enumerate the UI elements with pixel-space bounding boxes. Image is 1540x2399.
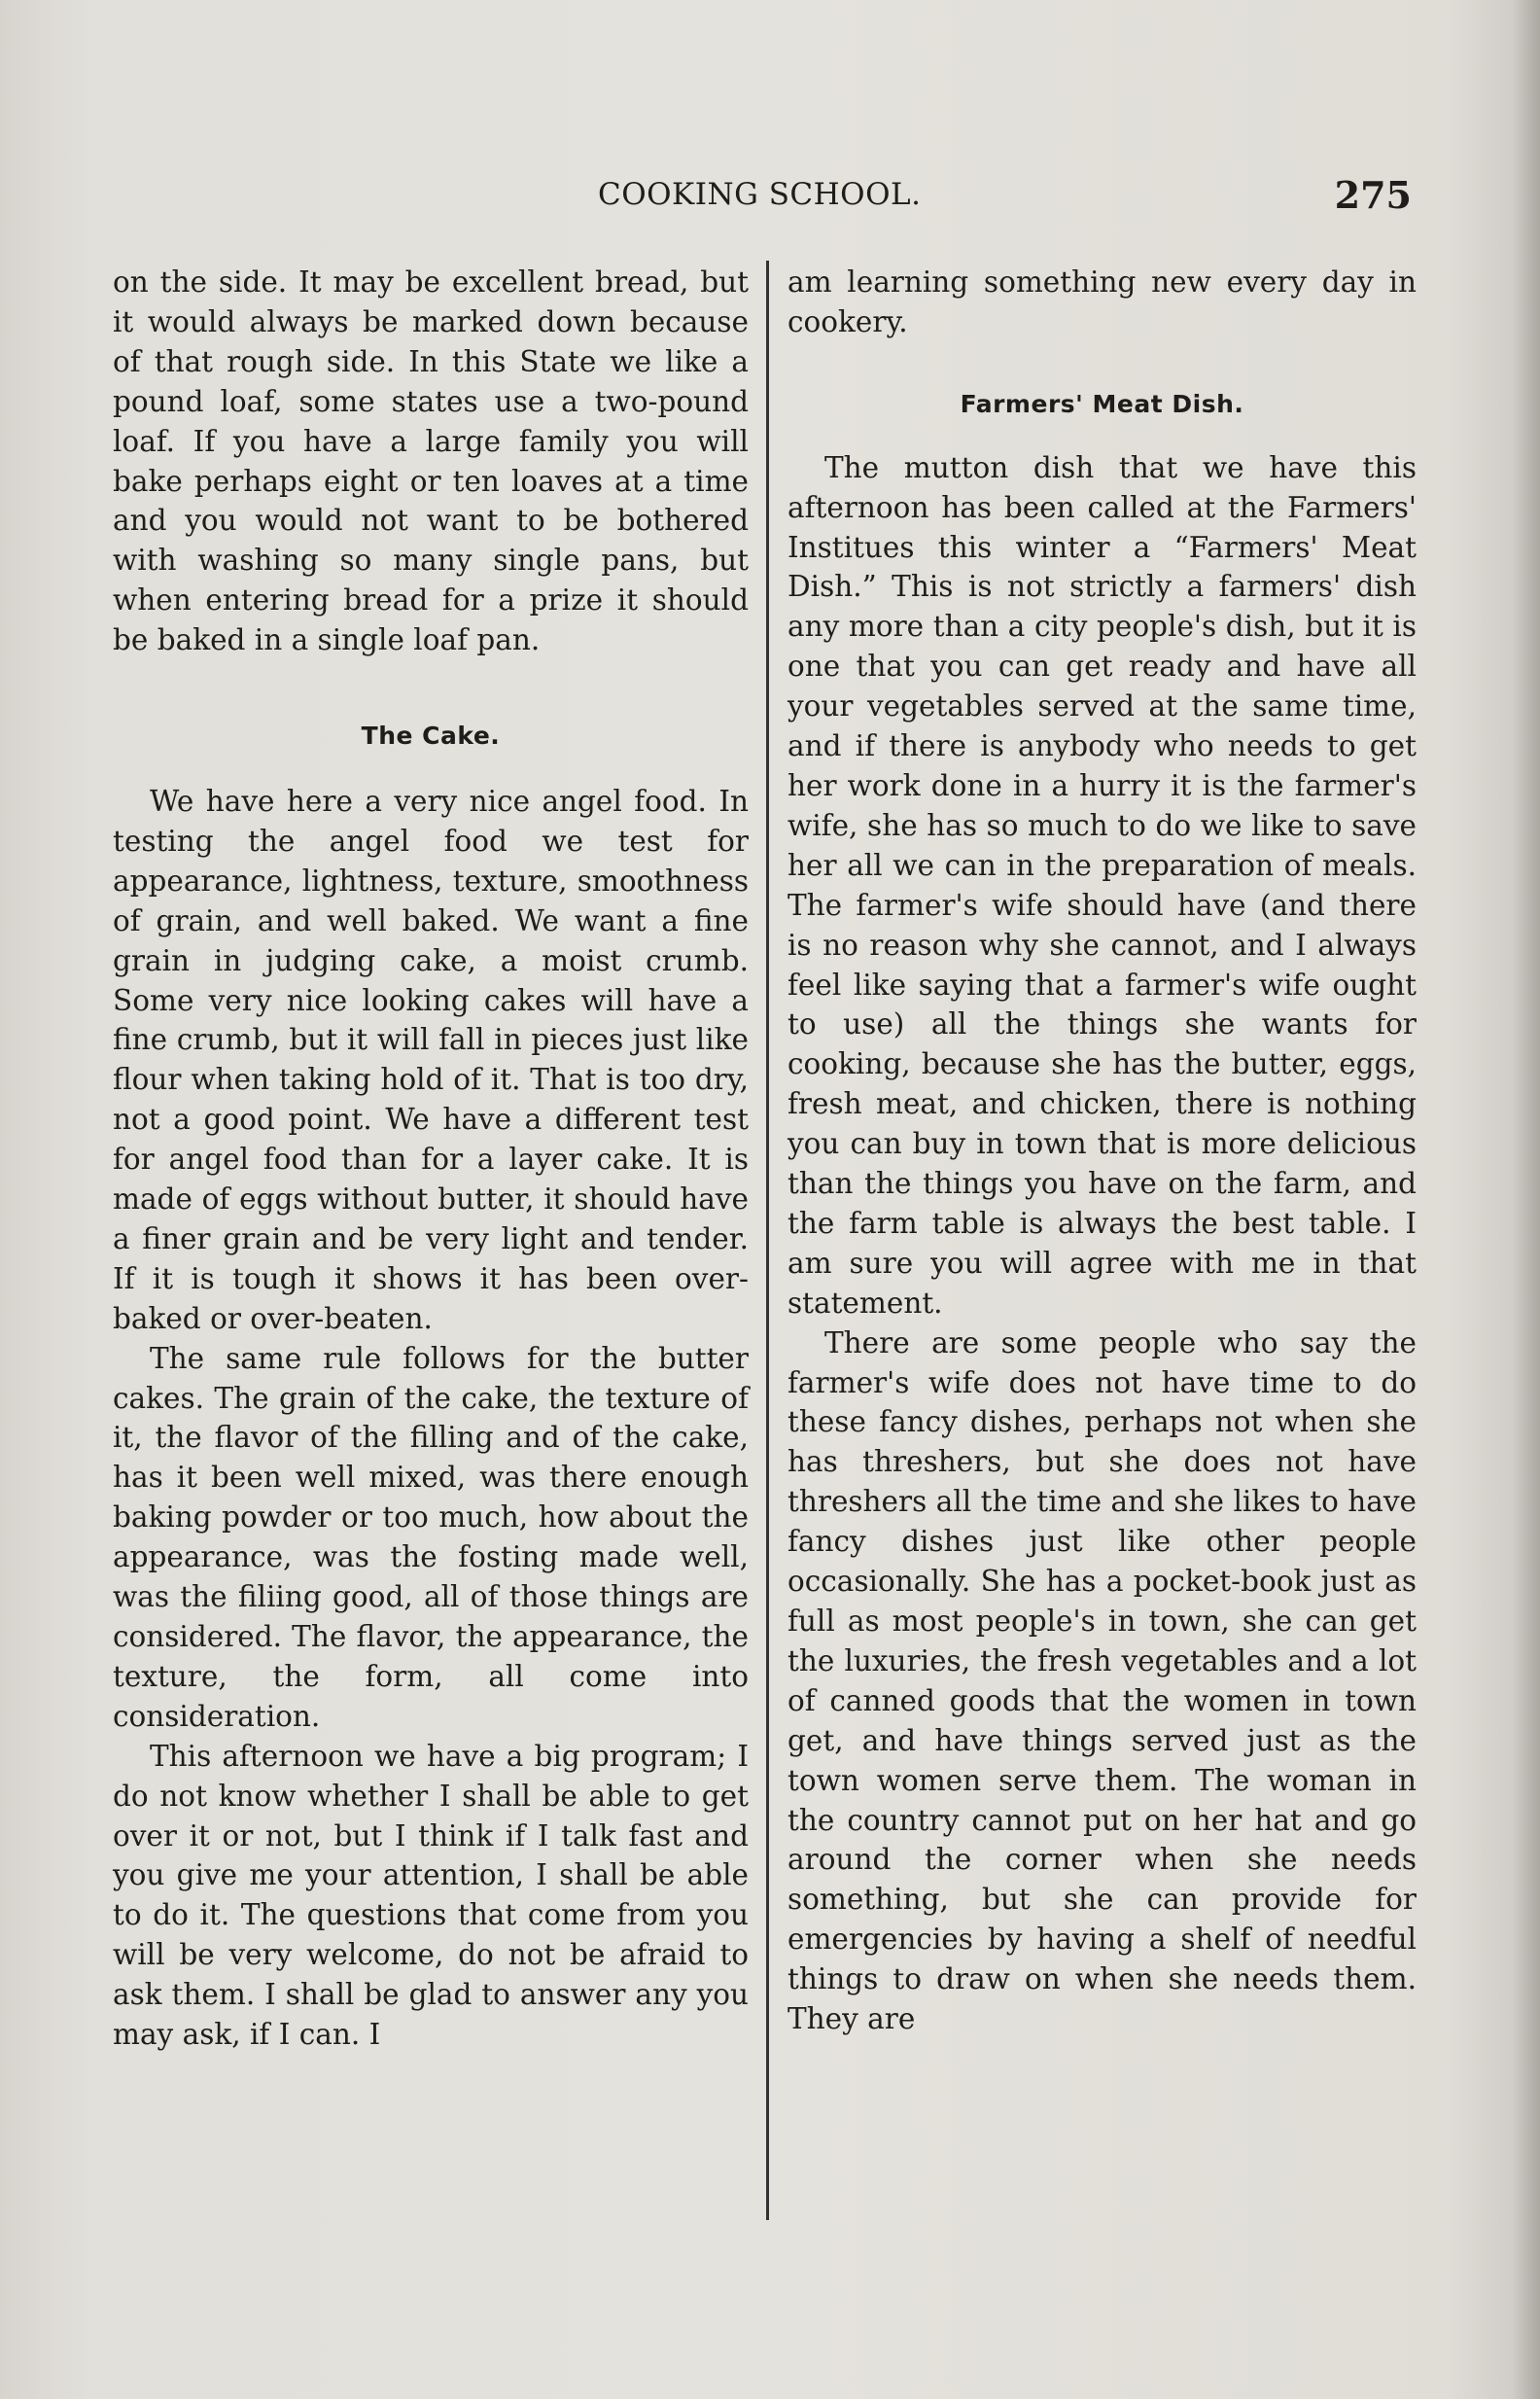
paragraph: The same rule follows for the butter cakes. The grain of the cake, the texture of it, the flavor of the filling and of the cake, has it been well mixed, was there enough baking powder or too much, how about the appearance, was the fosting made well, was the filiing good, all of those things are considered. The flavor, the appearance, the texture, the form, all come into consideration. [113,1341,749,1733]
right-column [788,263,1417,2039]
column-divider [766,261,769,2220]
section-heading-farmers-meat-dish: Farmers' Meat Dish. [960,389,1244,418]
paragraph: The mutton dish that we have this afternoon has been called at the Farmers' Institues this winter a “Farmers' Meat Dish.” This is not strictly a farmers' dish any more than a city people's dish, but it is one that you can get ready and have all your vegetables served at the same time, and if there is anybody who needs to get her work done in a hurry it is the farmer's wife, she has so much to do we like to save her all we can in the preparation of meals. The farmer's wife should have (and there is no reason why she cannot, and I always feel like saying that a farmer's wife ought to use) all the things she wants for cooking, because she has the butter, eggs, fresh meat, and chicken, there is nothing you can buy in town that is more delicious than the things you have on the farm, and the farm table is always the best table. I am sure you will agree with me in that statement. [788,450,1417,1320]
paragraph: There are some people who say the farmer's wife does not have time to do these fancy dishes, perhaps not when she has threshers, but she does not have threshers all the time and she likes to have fancy dishes just like other people occasionally. She has a pocket-book just as full as most people's in town, she can get the luxuries, the fresh vegetables and a lot of canned goods that the women in town get, and have things served just as the town women serve them. The woman in the country cannot put on her hat and go around the corner when she needs something, but she can provide for emergencies by having a shelf of needful things to draw on when she needs them. They are [788,1325,1417,2036]
paragraph: We have here a very nice angel food. In testing the angel food we test for appearance, lightness, texture, smoothness of grain, and well baked. We want a fine grain in judging cake, a moist crumb. Some very nice looking cakes will have a fine crumb, but it will fall in pieces just like flour when taking hold of it. That is too dry, not a good point. We have a different test for angel food than for a layer cake. It is made of eggs without butter, it should have a finer grain and be very light and tender. If it is tough it shows it has been over-baked or over-beaten. [113,784,749,1335]
paragraph: This afternoon we have a big program; I do not know whether I shall be able to get over it or not, but I think if I talk fast and you give me your attention, I shall be able to do it. The questions that come from you will be very welcome, do not be afraid to ask them. I shall be glad to answer any you may ask, if I can. I [113,1739,749,2052]
section-heading-the-cake: The Cake. [361,722,501,751]
left-column [113,263,749,2055]
page-edge [1513,0,1540,2399]
running-head: COOKING SCHOOL. [598,177,922,212]
paragraph: am learning something new every day in cookery. [788,265,1417,338]
page-number: 275 [1334,173,1412,217]
paragraph: on the side. It may be excellent bread, but it would always be marked down because of that rough side. In this State we like a pound loaf, some states use a two-pound loaf. If you have a large family you will bake perhaps eight or ten loaves at a time and you would not want to be bothered with washing so many single pans, but when entering bread for a prize it should be baked in a single loaf pan. [113,265,749,657]
page-header [109,173,1412,222]
